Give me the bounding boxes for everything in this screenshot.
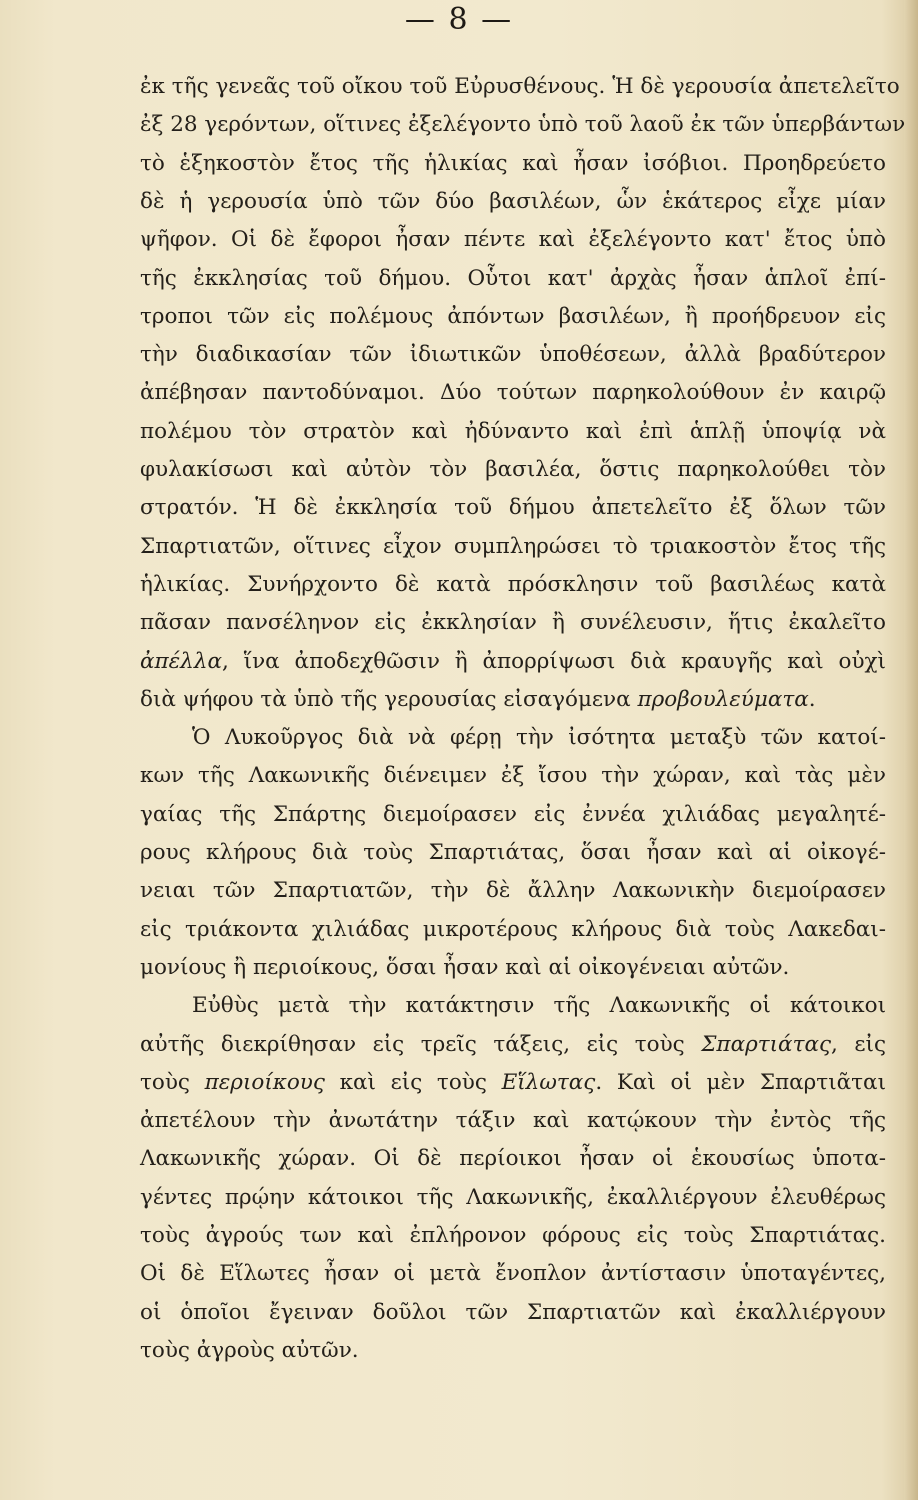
- text-line: [140, 876, 886, 906]
- text-line: [140, 340, 886, 370]
- text-segment: Οἱ δὲ Εἵλωτες ἦσαν οἱ μετὰ ἔνοπλον ἀντίστασιν ὑποταγέντες,: [140, 1261, 886, 1287]
- text-line: [140, 1259, 886, 1289]
- text-segment: τὴν διαδικασίαν τῶν ἰδιωτικῶν ὑποθέσεων, ἀλλὰ βραδύτερον: [140, 342, 886, 368]
- text-line: [140, 302, 886, 332]
- text-line: [140, 1298, 886, 1328]
- text-segment: .: [808, 686, 816, 712]
- text-line: [140, 532, 886, 562]
- text-segment: οἱ ὁποῖοι ἔγειναν δοῦλοι τῶν Σπαρτιατῶν καὶ ἐκαλλιέργουν: [140, 1299, 886, 1325]
- text-line: [140, 110, 906, 140]
- text-line: [140, 953, 886, 983]
- text-segment: , εἰς: [831, 1031, 887, 1057]
- text-segment: τροποι τῶν εἰς πολέμους ἀπόντων βασιλέων, ἢ προήδρευον εἰς: [140, 303, 886, 329]
- text-segment: τῆς ἐκκλησίας τοῦ δήμου. Οὗτοι κατ' ἀρχὰς ἦσαν ἁπλοῖ ἐπί-: [140, 265, 886, 291]
- text-line: [140, 1183, 886, 1213]
- text-line: [140, 608, 886, 638]
- text-segment: γέντες πρῴην κάτοικοι τῆς Λακωνικῆς, ἐκαλλιέργουν ἐλευθέρως: [140, 1184, 886, 1210]
- text-line: [140, 800, 886, 830]
- text-line: [140, 647, 886, 677]
- text-segment: στρατόν. Ἡ δὲ ἐκκλησία τοῦ δήμου ἀπετελεῖτο ἐξ ὅλων τῶν: [140, 495, 886, 521]
- text-segment: ρους κλήρους διὰ τοὺς Σπαρτιάτας, ὅσαι ἦσαν καὶ αἱ οἰκογέ-: [140, 840, 886, 865]
- text-line: [192, 991, 886, 1021]
- text-segment: Σπαρτιατῶν, οἵτινες εἶχον συμπληρώσει τὸ τριακοστὸν ἔτος τῆς: [140, 533, 886, 559]
- text-segment: νειαι τῶν Σπαρτιατῶν, τὴν δὲ ἄλλην Λακωνικὴν διεμοίρασεν: [140, 878, 886, 904]
- italic-term: Εἵλωτας: [501, 1069, 596, 1095]
- text-segment: δὲ ἡ γερουσία ὑπὸ τῶν δύο βασιλέων, ὧν ἑκάτερος εἶχε μίαν: [140, 188, 886, 214]
- text-line: [140, 417, 886, 447]
- text-segment: κων τῆς Λακωνικῆς διένειμεν ἐξ ἴσου τὴν χώραν, καὶ τὰς μὲν: [140, 763, 886, 789]
- text-segment: ἀπέβησαν παντοδύναμοι. Δύο τούτων παρηκολούθουν ἐν καιρῷ: [140, 380, 886, 406]
- text-segment: ἐξ 28 γερόντων, οἵτινες ἐξελέγοντο ὑπὸ τοῦ λαοῦ ἐκ τῶν ὑπερβάντων: [140, 112, 906, 138]
- text-segment: τοὺς ἀγρούς των καὶ ἐπλήρονον φόρους εἰς τοὺς Σπαρτιάτας.: [140, 1223, 886, 1248]
- text-segment: τὸ ἑξηκοστὸν ἔτος τῆς ἡλικίας καὶ ἦσαν ἰσόβιοι. Προηδρεύετο: [140, 150, 886, 176]
- text-segment: ἡλικίας. Συνήρχοντο δὲ κατὰ πρόσκλησιν τοῦ βασιλέως κατὰ: [140, 571, 886, 597]
- text-line: [140, 570, 886, 600]
- text-segment: εἰς τριάκοντα χιλιάδας μικροτέρους κλήρους διὰ τοὺς Λακεδαι-: [140, 916, 886, 942]
- page-edge: [904, 0, 918, 1500]
- text-segment: ψῆφον. Οἱ δὲ ἔφοροι ἦσαν πέντε καὶ ἐξελέγοντο κατ' ἔτος ὑπὸ: [140, 227, 886, 253]
- italic-term: προβουλεύματα: [637, 686, 809, 712]
- text-segment: διὰ ψήφου τὰ ὑπὸ τῆς γερουσίας εἰσαγόμενα: [140, 686, 638, 712]
- text-segment: . Καὶ οἱ μὲν Σπαρτιᾶται: [595, 1069, 886, 1095]
- text-segment: καὶ εἰς τοὺς: [324, 1069, 502, 1095]
- text-segment: γαίας τῆς Σπάρτης διεμοίρασεν εἰς ἐννέα χιλιάδας μεγαλητέ-: [140, 801, 886, 827]
- text-line: [140, 1336, 886, 1366]
- italic-term: Σπαρτιάτας: [701, 1031, 832, 1057]
- text-line: [140, 264, 886, 294]
- text-segment: πᾶσαν πανσέληνον εἰς ἐκκλησίαν ἢ συνέλευσιν, ἥτις ἐκαλεῖτο: [140, 610, 886, 636]
- text-line: [140, 225, 886, 255]
- text-segment: φυλακίσωσι καὶ αὐτὸν τὸν βασιλέα, ὅστις παρηκολούθει τὸν: [140, 457, 886, 482]
- text-segment: Ὁ Λυκοῦργος διὰ νὰ φέρῃ τὴν ἰσότητα μεταξὺ τῶν κατοί-: [192, 725, 886, 751]
- text-line: [140, 378, 886, 408]
- text-segment: πολέμου τὸν στρατὸν καὶ ἠδύναντο καὶ ἐπὶ ἁπλῇ ὑποψίᾳ νὰ: [140, 418, 886, 444]
- text-line: [140, 1106, 886, 1136]
- text-line: [140, 1144, 886, 1174]
- text-line: [192, 723, 886, 753]
- text-line: [140, 187, 886, 217]
- italic-term: περιοίκους: [204, 1069, 325, 1095]
- text-segment: τοὺς: [140, 1069, 205, 1095]
- text-segment: ἐκ τῆς γενεᾶς τοῦ οἴκου τοῦ Εὐρυσθένους. Ἡ δὲ γερουσία ἀπετελεῖτο: [140, 74, 900, 99]
- text-line: [140, 685, 886, 715]
- text-line: [140, 455, 886, 485]
- text-segment: Λακωνικῆς χώραν. Οἱ δὲ περίοικοι ἦσαν οἱ ἑκουσίως ὑποτα-: [140, 1146, 886, 1172]
- italic-term: ἀπέλλα: [140, 648, 222, 674]
- text-segment: αὐτῆς διεκρίθησαν εἰς τρεῖς τάξεις, εἰς τοὺς: [140, 1031, 702, 1057]
- text-segment: Εὐθὺς μετὰ τὴν κατάκτησιν τῆς Λακωνικῆς οἱ κάτοικοι: [192, 993, 886, 1019]
- text-line: [140, 1068, 886, 1098]
- page-number: — 8 —: [404, 2, 514, 37]
- text-line: [140, 493, 886, 523]
- text-line: [140, 1221, 886, 1251]
- text-line: [140, 761, 886, 791]
- text-line: [140, 838, 886, 868]
- text-segment: ἀπετέλουν τὴν ἀνωτάτην τάξιν καὶ κατῴκουν τὴν ἐντὸς τῆς: [140, 1108, 886, 1134]
- text-segment: μονίους ἢ περιοίκους, ὅσαι ἦσαν καὶ αἱ οἰκογένειαι αὐτῶν.: [140, 954, 790, 980]
- text-line: [140, 149, 886, 179]
- text-line: [140, 915, 886, 945]
- text-line: [140, 72, 900, 102]
- text-segment: τοὺς ἀγροὺς αὐτῶν.: [140, 1337, 359, 1363]
- text-segment: , ἵνα ἀποδεχθῶσιν ἢ ἀπορρίψωσι διὰ κραυγῆς καὶ οὐχὶ: [221, 648, 886, 674]
- text-line: [140, 1030, 886, 1060]
